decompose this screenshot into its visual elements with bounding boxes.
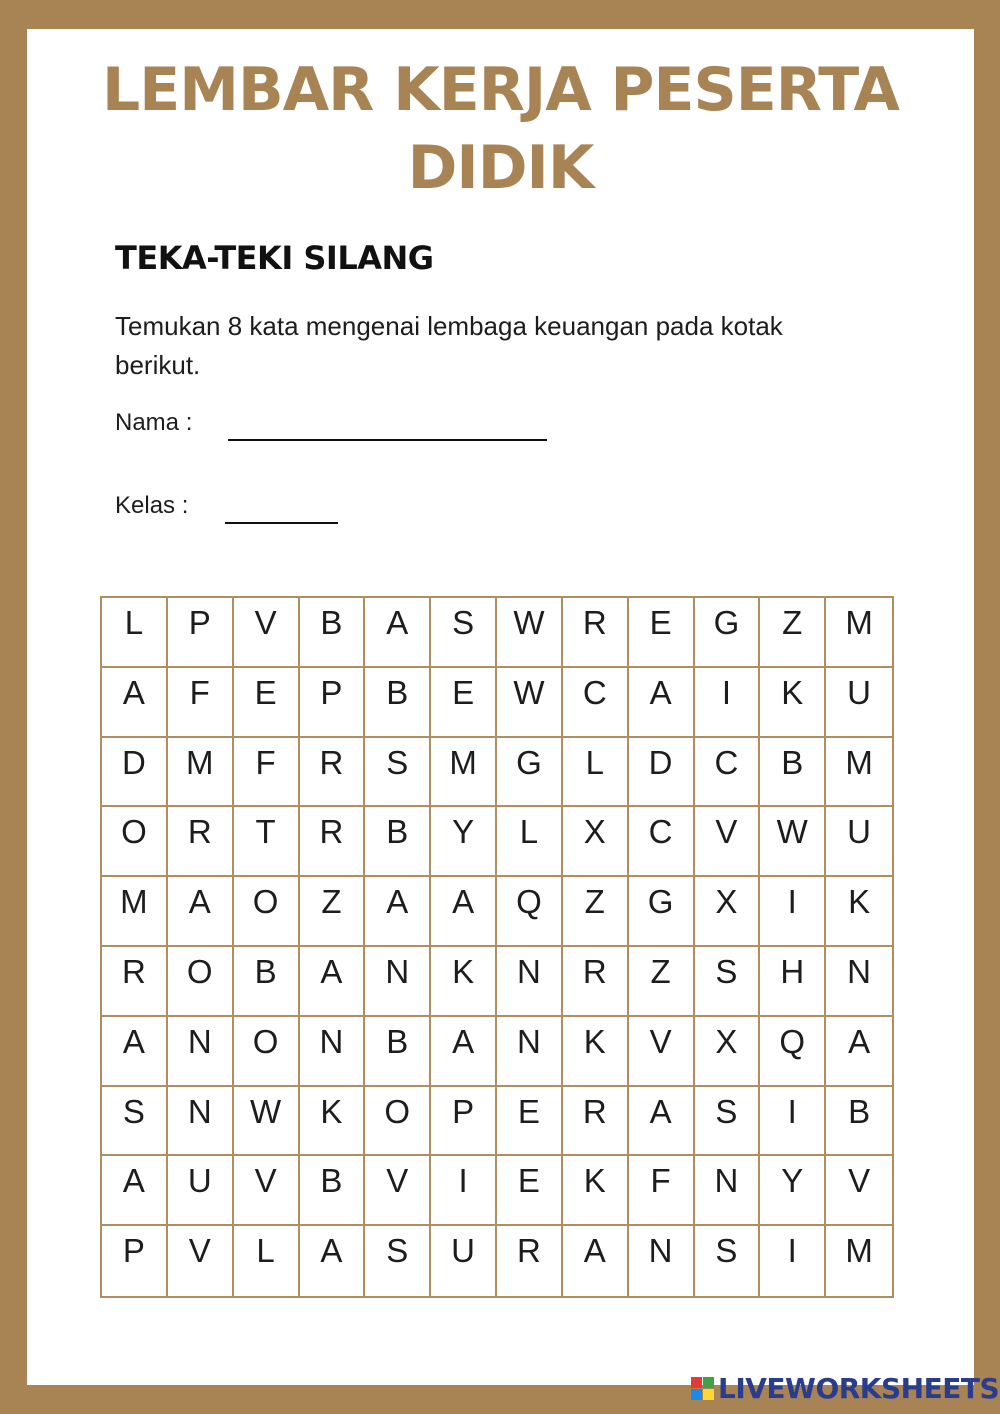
grid-cell[interactable]: L [497,807,563,877]
grid-cell[interactable]: T [234,807,300,877]
grid-cell[interactable]: M [845,1232,873,1270]
logo-square [691,1389,702,1400]
grid-cell[interactable]: L [234,1226,300,1296]
page-title-line-1: LEMBAR KERJA PESERTA [102,55,899,125]
grid-cell[interactable]: F [168,668,234,738]
grid-cell[interactable]: M [826,738,892,808]
grid-cell[interactable]: Q [497,877,563,947]
grid-cell[interactable]: B [300,1156,366,1226]
grid-cell[interactable]: A [629,1087,695,1157]
class-label: Kelas : [115,492,189,519]
grid-cell[interactable]: S [102,1087,168,1157]
grid-cell[interactable]: A [826,1017,892,1087]
grid-cell[interactable]: S [431,598,497,668]
grid-cell[interactable]: B [760,738,826,808]
grid-cell[interactable]: S [695,1087,761,1157]
grid-cell[interactable]: B [234,947,300,1017]
grid-cell[interactable]: I [760,877,826,947]
grid-cell[interactable]: U [168,1156,234,1226]
grid-cell[interactable]: C [629,807,695,877]
grid-cell[interactable]: W [497,668,563,738]
logo-square [703,1389,714,1400]
instructions-text: Temukan 8 kata mengenai lembaga keuangan pada kotak berikut. [115,311,783,380]
grid-cell[interactable]: U [826,668,892,738]
grid-cell[interactable]: D [102,738,168,808]
grid-cell[interactable]: V [826,1156,892,1226]
grid-cell[interactable]: K [431,947,497,1017]
name-label: Nama : [115,409,193,436]
name-input-line[interactable] [228,439,547,441]
logo-square [691,1377,702,1388]
grid-cell[interactable]: V [168,1226,234,1296]
grid-cell[interactable]: R [563,1087,629,1157]
grid-cell[interactable]: L [563,738,629,808]
grid-cell[interactable]: A [300,947,366,1017]
grid-cell[interactable]: P [431,1087,497,1157]
grid-cell[interactable]: N [695,1156,761,1226]
grid-cell[interactable]: S [365,1226,431,1296]
grid-cell[interactable]: V [695,807,761,877]
page-title-line-2: DIDIK [407,133,594,203]
grid-cell[interactable]: S [365,738,431,808]
grid-cell[interactable]: B [826,1087,892,1157]
grid-cell[interactable]: V [234,598,300,668]
grid-cell[interactable]: E [234,668,300,738]
grid-cell[interactable]: B [300,598,366,668]
grid-cell[interactable]: A [102,1017,168,1087]
grid-cell[interactable]: K [760,668,826,738]
grid-cell[interactable]: S [695,947,761,1017]
grid-cell[interactable]: O [102,807,168,877]
grid-cell[interactable]: O [365,1087,431,1157]
grid-cell[interactable]: G [695,598,761,668]
page-title [27,51,974,207]
grid-cell[interactable]: A [300,1226,366,1296]
grid-cell[interactable]: K [826,877,892,947]
grid-cell[interactable]: E [497,1087,563,1157]
grid-cell[interactable]: Z [563,877,629,947]
class-input-line[interactable] [225,522,338,524]
grid-cell[interactable]: M [826,598,892,668]
grid-cell[interactable]: E [431,668,497,738]
grid-cell[interactable]: N [826,947,892,1017]
grid-cell[interactable]: K [563,1017,629,1087]
grid-cell[interactable]: N [168,1087,234,1157]
grid-cell[interactable]: A [629,668,695,738]
grid-cell[interactable]: C [563,668,629,738]
grid-cell[interactable]: O [234,877,300,947]
grid-cell[interactable]: P [300,668,366,738]
grid-cell[interactable]: V [234,1156,300,1226]
grid-cell[interactable]: M [168,738,234,808]
grid-cell[interactable]: B [365,807,431,877]
liveworksheets-logo-icon [691,1377,714,1400]
grid-cell[interactable]: N [629,1226,695,1296]
grid-cell[interactable]: V [365,1156,431,1226]
grid-cell[interactable]: K [563,1156,629,1226]
grid-cell[interactable]: L [102,598,168,668]
grid-cell[interactable]: C [695,738,761,808]
grid-cell[interactable]: N [497,1017,563,1087]
grid-cell[interactable]: R [300,807,366,877]
grid-cell[interactable]: U [826,807,892,877]
grid-cell[interactable]: G [497,738,563,808]
grid-cell[interactable]: R [300,738,366,808]
grid-cell[interactable]: F [234,738,300,808]
grid-cell[interactable]: W [234,1087,300,1157]
grid-cell[interactable]: H [760,947,826,1017]
grid-cell[interactable]: A [431,1017,497,1087]
grid-cell[interactable]: N [168,1017,234,1087]
grid-cell[interactable]: I [760,1226,826,1296]
grid-cell[interactable]: F [629,1156,695,1226]
grid-cell[interactable]: W [497,598,563,668]
grid-cell[interactable]: R [168,807,234,877]
grid-cell[interactable]: A [102,1156,168,1226]
grid-cell[interactable]: X [563,807,629,877]
section-heading: TEKA-TEKI SILANG [115,239,434,277]
grid-cell[interactable]: A [365,598,431,668]
grid-cell[interactable]: X [695,877,761,947]
grid-cell[interactable]: V [629,1017,695,1087]
grid-cell[interactable]: W [760,807,826,877]
grid-cell[interactable]: P [168,598,234,668]
grid-cell[interactable]: M [431,738,497,808]
grid-cell[interactable]: A [102,668,168,738]
grid-cell[interactable]: O [168,947,234,1017]
liveworksheets-watermark [691,1372,999,1405]
grid-cell[interactable]: I [431,1156,497,1226]
grid-cell[interactable]: B [365,668,431,738]
grid-cell[interactable]: D [629,738,695,808]
grid-cell[interactable]: R [563,598,629,668]
grid-cell[interactable]: R [102,947,168,1017]
grid-cell[interactable]: K [300,1087,366,1157]
logo-square [703,1377,714,1388]
grid-cell[interactable]: Y [760,1156,826,1226]
grid-cell[interactable]: E [629,598,695,668]
grid-cell[interactable]: O [234,1017,300,1087]
watermark-text: LIVEWORKSHEETS [718,1372,1000,1405]
grid-cell[interactable]: N [497,947,563,1017]
grid-cell[interactable]: B [365,1017,431,1087]
grid-cell[interactable]: N [365,947,431,1017]
grid-cell[interactable]: Y [431,807,497,877]
grid-cell[interactable]: A [365,877,431,947]
grid-cell[interactable]: G [629,877,695,947]
worksheet-page [27,29,974,1385]
grid-cell[interactable]: N [300,1017,366,1087]
grid-cell[interactable]: I [695,668,761,738]
grid-cell[interactable]: A [168,877,234,947]
grid-cell[interactable]: U [431,1226,497,1296]
word-search-grid [100,596,894,1298]
grid-cell[interactable]: Z [760,598,826,668]
grid-cell[interactable]: Q [760,1017,826,1087]
grid-cell[interactable]: Z [629,947,695,1017]
grid-cell[interactable]: Z [300,877,366,947]
grid-cell[interactable]: M [102,877,168,947]
grid-cell[interactable]: X [695,1017,761,1087]
grid-cell[interactable]: I [760,1087,826,1157]
grid-cell[interactable]: P [102,1226,168,1296]
grid-cell[interactable]: R [497,1226,563,1296]
grid-cell[interactable]: S [695,1226,761,1296]
grid-cell[interactable]: A [431,877,497,947]
grid-cell[interactable]: E [497,1156,563,1226]
grid-cell[interactable]: R [563,947,629,1017]
grid-cell[interactable]: A [563,1226,629,1296]
